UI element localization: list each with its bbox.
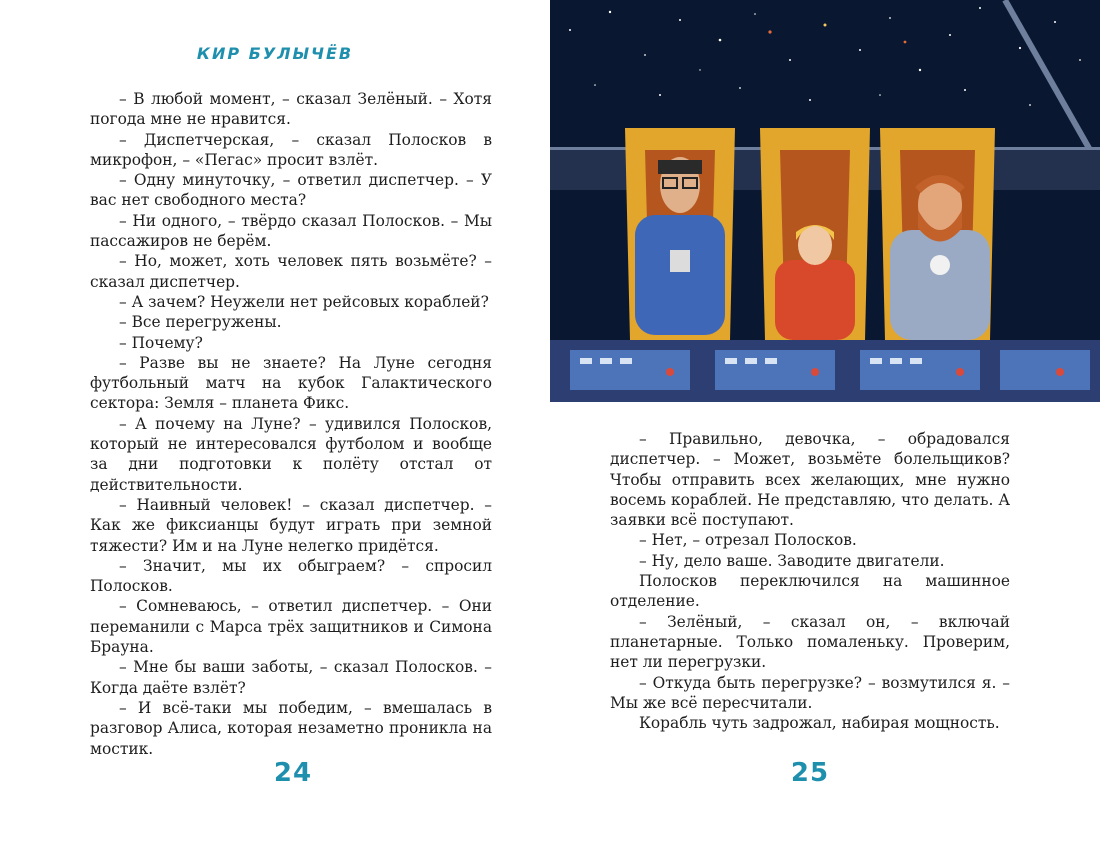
paragraph: – Зелёный, – сказал он, – включай планетарные. Только помаленьку. Проверим, нет ли перегрузки.	[610, 612, 1010, 672]
paragraph: Полосков переключился на машинное отделение.	[610, 572, 1010, 611]
paragraph: – Сомневаюсь, – ответил диспетчер. – Они переманили с Марса трёх защитников и Симона Брауна.	[90, 597, 492, 657]
paragraph: – Значит, мы их обыграем? – спросил Полосков.	[90, 556, 492, 596]
paragraph: – Но, может, хоть человек пять возьмёте? – сказал диспетчер.	[90, 252, 492, 291]
paragraph: – Почему?	[119, 333, 203, 352]
left-page-text	[90, 89, 492, 759]
paragraph: Корабль чуть задрожал, набирая мощность.	[639, 714, 1000, 733]
paragraph: – Правильно, девочка, – обрадовался диспетчер. – Может, возьмёте болельщиков? Чтобы отправить всех желающих, мне нужно восемь кораблей. Не представляю, что делать. А заявки всё поступают.	[610, 430, 1010, 530]
paragraph: – Откуда быть перегрузке? – возмутился я. – Мы же всё пересчитали.	[610, 673, 1010, 712]
paragraph: – Ни одного, – твёрдо сказал Полосков. – Мы пассажиров не берём.	[90, 211, 492, 251]
paragraph: – А зачем? Неужели нет рейсовых кораблей?	[119, 292, 489, 311]
paragraph: – Одну минуточку, – ответил диспетчер. – У вас нет свободного места?	[90, 171, 492, 210]
control-console	[550, 340, 1100, 402]
paragraph: – И всё-таки мы победим, – вмешалась в разговор Алиса, которая незаметно проникла на мостик.	[90, 698, 492, 758]
paragraph: – Мне бы ваши заботы, – сказал Полосков. – Когда даёте взлёт?	[90, 658, 492, 697]
paragraph: – В любой момент, – сказал Зелёный. – Хотя погода мне не нравится.	[90, 90, 492, 129]
right-page-text	[610, 429, 1010, 733]
paragraph: – Диспетчерская, – сказал Полосков в микрофон, – «Пегас» просит взлёт.	[90, 130, 492, 169]
paragraph: – Наивный человек! – сказал диспетчер. – Как же фиксианцы будут играть при земной тяжести? Им и на Луне нелегко придётся.	[90, 495, 492, 555]
running-head-author: КИР БУЛЫЧЁВ	[196, 44, 354, 63]
paragraph: – Разве вы не знаете? На Луне сегодня футбольный матч на кубок Галактического сектора: Земля – планета Фикс.	[90, 353, 492, 413]
paragraph: – А почему на Луне? – удивился Полосков, который не интересовался футболом и вообще за дни подготовки к полёту отстал от действительности.	[90, 414, 492, 494]
paragraph: – Все перегружены.	[119, 313, 282, 332]
spaceship-bridge-illustration	[550, 0, 1100, 402]
illustration-art	[550, 0, 1100, 402]
paragraph: – Ну, дело ваше. Заводите двигатели.	[639, 551, 945, 570]
page-number-right: 25	[790, 758, 830, 788]
page-number-left: 24	[273, 758, 313, 788]
paragraph: – Нет, – отрезал Полосков.	[639, 531, 857, 550]
